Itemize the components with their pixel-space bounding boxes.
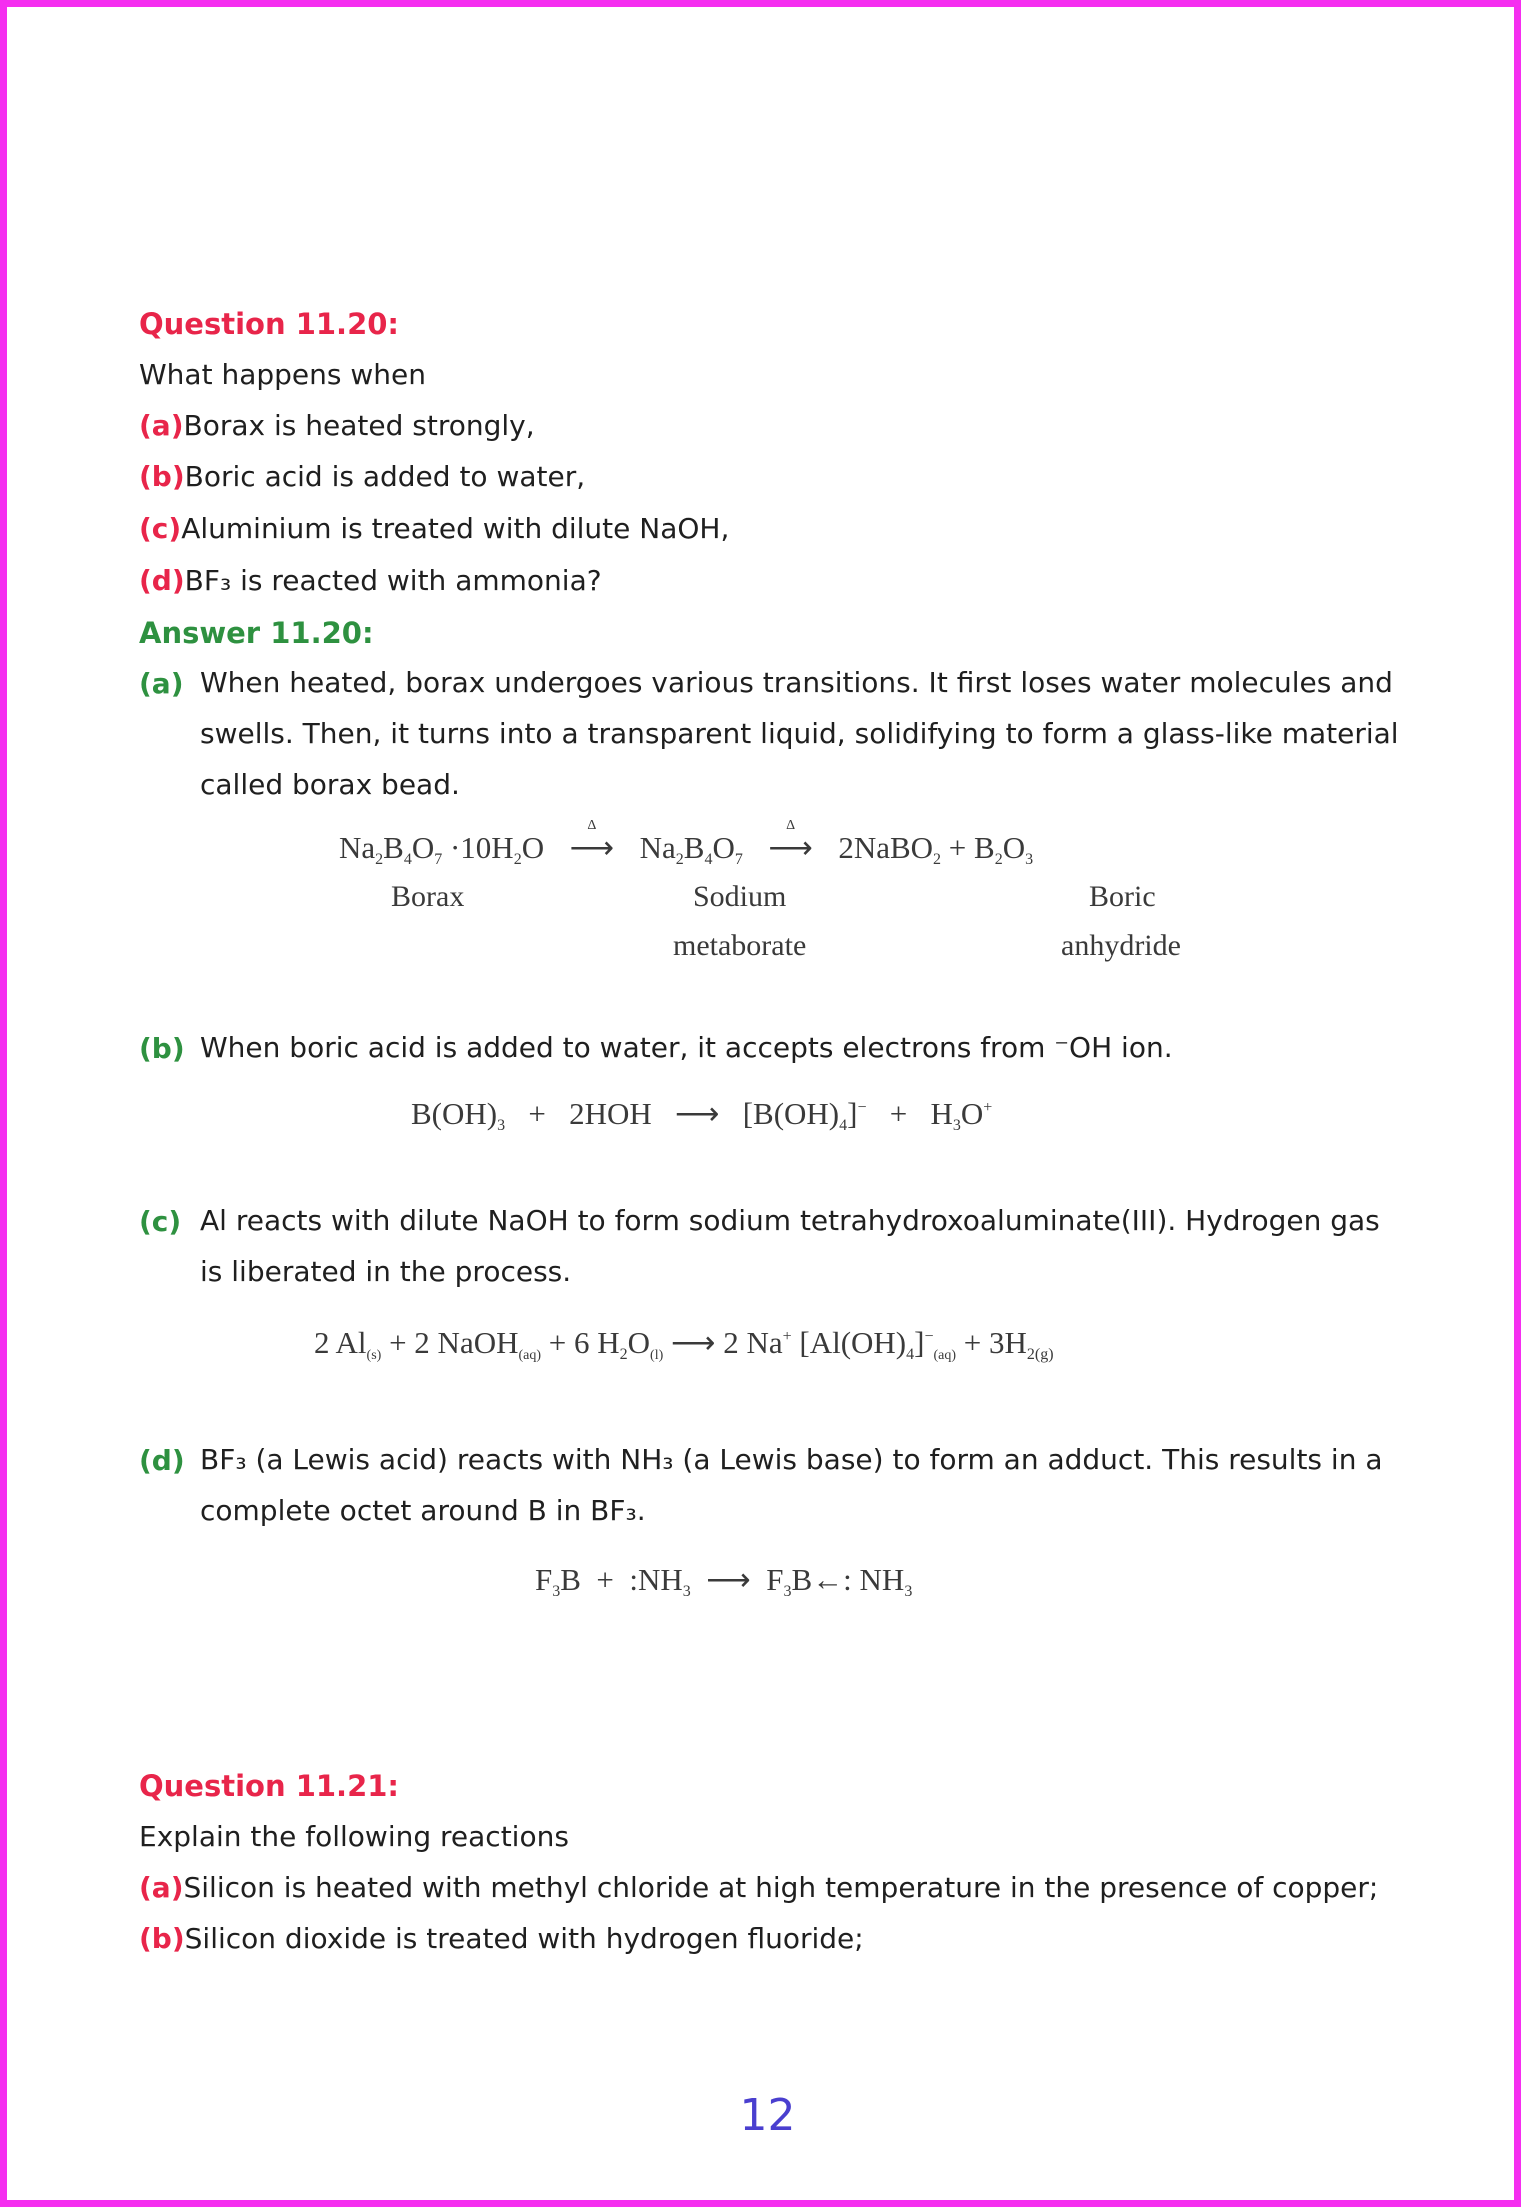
product-name-line2: anhydride bbox=[1061, 929, 1181, 962]
part-label: (c) bbox=[139, 512, 182, 545]
question-part-d bbox=[139, 564, 602, 597]
answer-part-label-c: (c) bbox=[139, 1205, 182, 1238]
intermediate-name-line1: Sodium bbox=[693, 880, 787, 913]
question-part-c bbox=[139, 512, 729, 545]
part-text: Silicon dioxide is treated with hydrogen fluoride; bbox=[184, 1922, 864, 1955]
answer-part-label-a: (a) bbox=[139, 667, 184, 700]
part-label: (b) bbox=[139, 460, 185, 493]
aluminium-equation: 2 $Al_{(s)} + 2$ NaOH$_{(aq)}$ + 6 $H_2O_{(l)}$ ⟶ 2 Na+ $[Al(OH)_4]^-_{(aq)} + 3H_{2(g)}$ bbox=[314, 1325, 1054, 1363]
part-label: (a) bbox=[139, 409, 184, 442]
heat-arrow-icon: Δ ⟶ bbox=[768, 818, 813, 865]
bf3-nh3-equation: $F_3B$ + $:NH_3$ ⟶ $F_3B\leftarrow$: $NH_3$ bbox=[535, 1562, 913, 1600]
question-part-a bbox=[139, 409, 535, 442]
product-name-line1: Boric bbox=[1089, 880, 1156, 913]
part-label: (d) bbox=[139, 564, 185, 597]
part-text: Borax is heated strongly, bbox=[183, 409, 535, 442]
reactant-name: Borax bbox=[391, 880, 465, 913]
question-intro: Explain the following reactions bbox=[139, 1820, 569, 1853]
question-part-a bbox=[139, 1871, 1378, 1904]
answer-part-text-a: When heated, borax undergoes various transitions. It first loses water molecules and swells. Then, it turns into a transparent liquid, solidifying to form a glass-like material called borax bead. bbox=[200, 666, 1399, 801]
answer-part-label-b: (b) bbox=[139, 1032, 185, 1065]
question-intro: What happens when bbox=[139, 358, 426, 391]
answer-part-text-c: Al reacts with dilute NaOH to form sodium tetrahydroxoaluminate(III). Hydrogen gas is liberated in the process. bbox=[200, 1204, 1380, 1288]
part-text: Aluminium is treated with dilute NaOH, bbox=[181, 512, 730, 545]
answer-part-text-b: When boric acid is added to water, it accepts electrons from ⁻OH ion. bbox=[200, 1031, 1173, 1064]
borax-equation: $Na_2B_4O_7 \cdot 10H_2O$ Δ ⟶ $Na_2B_4O_7$ Δ ⟶ 2NaBO$_2$ + $B_2O_3$ bbox=[339, 818, 1034, 868]
answer-part-text-d: BF₃ (a Lewis acid) reacts with NH₃ (a Lewis base) to form an adduct. This results in a complete octet around B in BF₃. bbox=[200, 1443, 1383, 1527]
boric-acid-equation: $B(OH)_3 + 2HOH$ ⟶ $[B(OH)_4]^- + H_3O^+$ bbox=[411, 1096, 993, 1134]
part-text: Silicon is heated with methyl chloride at high temperature in the presence of copper; bbox=[183, 1871, 1379, 1904]
part-label: (a) bbox=[139, 1871, 184, 1904]
page-number: 12 bbox=[739, 2090, 796, 2141]
part-text: Boric acid is added to water, bbox=[184, 460, 586, 493]
question-heading: Question 11.20: bbox=[139, 307, 400, 341]
heat-arrow-icon: Δ ⟶ bbox=[569, 818, 615, 865]
part-text: BF₃ is reacted with ammonia? bbox=[184, 564, 602, 597]
question-part-b bbox=[139, 1922, 864, 1955]
answer-part-label-d: (d) bbox=[139, 1444, 185, 1477]
answer-heading: Answer 11.20: bbox=[139, 616, 374, 650]
question-heading: Question 11.21: bbox=[139, 1769, 400, 1803]
question-part-b bbox=[139, 460, 585, 493]
part-label: (b) bbox=[139, 1922, 185, 1955]
intermediate-name-line2: metaborate bbox=[673, 929, 807, 962]
